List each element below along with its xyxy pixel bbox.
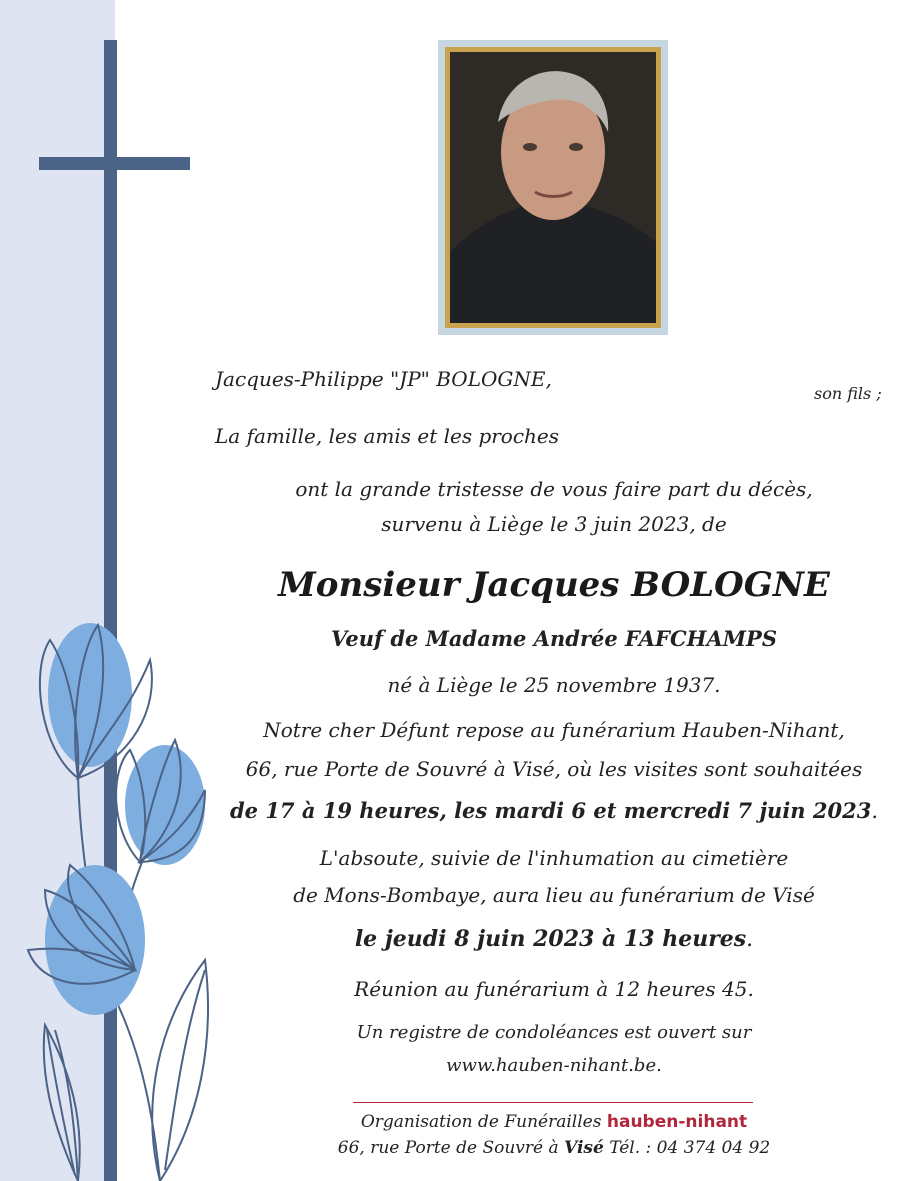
website-link[interactable]: www.hauben-nihant.be.: [446, 1055, 662, 1076]
brand-logo: hauben-nihant: [606, 1112, 748, 1132]
signatory-son: Jacques-Philippe "JP" BOLOGNE,: [215, 367, 552, 391]
absolution-line-2: de Mons-Bombaye, aura lieu au funérarium de Visé: [293, 883, 815, 907]
visit-hours: de 17 à 19 heures, les mardi 6 et mercredi 7 juin 2023.: [229, 798, 879, 823]
footer-address: 66, rue Porte de Souvré à Visé Tél. : 04 374 04 92: [337, 1138, 771, 1158]
rest-line-1: Notre cher Défunt repose au funérarium Hauben-Nihant,: [263, 718, 845, 742]
absolution-line-1: L'absoute, suivie de l'inhumation au cimetière: [319, 846, 789, 870]
ceremony-date: le jeudi 8 juin 2023 à 13 heures.: [354, 926, 754, 952]
widower-of: Veuf de Madame Andrée FAFCHAMPS: [330, 626, 777, 651]
signatory-family: La famille, les amis et les proches: [215, 424, 560, 448]
cross-arm: [39, 157, 190, 170]
rest-line-2: 66, rue Porte de Souvré à Visé, où les visites sont souhaitées: [245, 757, 863, 781]
gathering-info: Réunion au funérarium à 12 heures 45.: [354, 977, 754, 1001]
footer-organisation: Organisation de Funérailles hauben-nihant: [360, 1112, 748, 1132]
birth-info: né à Liège le 25 novembre 1937.: [387, 673, 721, 697]
register-line: Un registre de condoléances est ouvert sur: [356, 1022, 752, 1043]
tulip-flowers-illustration: [0, 600, 215, 1181]
deceased-name: Monsieur Jacques BOLOGNE: [278, 565, 830, 605]
photo-frame: [438, 40, 668, 335]
intro-line-1: ont la grande tristesse de vous faire part du décès,: [295, 477, 813, 501]
footer-divider: [353, 1102, 753, 1103]
intro-line-2: survenu à Liège le 3 juin 2023, de: [381, 512, 727, 536]
portrait-photo: [450, 52, 656, 323]
signatory-relation: son fils ;: [814, 384, 882, 403]
